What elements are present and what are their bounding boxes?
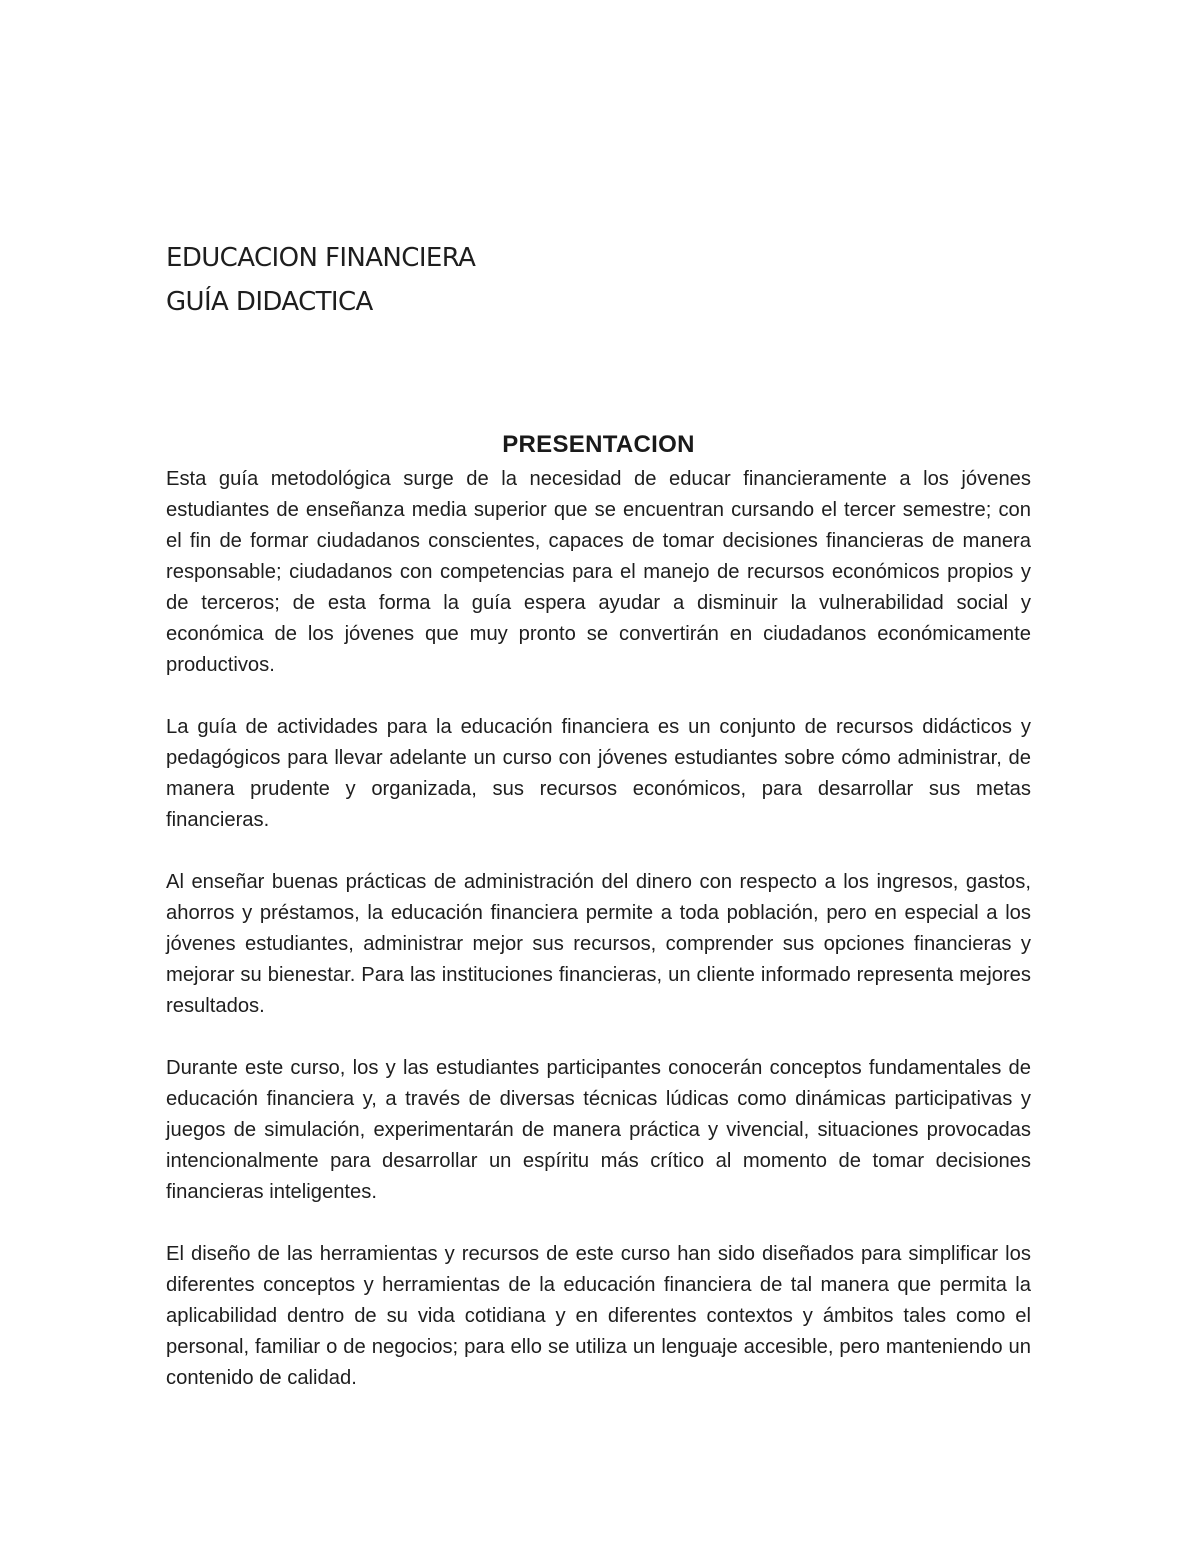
paragraph-3: Al enseñar buenas prácticas de administración del dinero con respecto a los ingresos, gastos, ahorros y préstamos, la educación financiera permite a toda población, pero en especial a los jóvenes estudiantes, administrar mejor sus recursos, comprender sus opciones financieras y mejorar su bienestar. Para las instituciones financieras, un cliente informado representa mejores resultados. [166,871,1031,1017]
document-subtitle: GUÍA DIDACTICA [166,287,373,317]
body-text [166,464,1031,1394]
paragraph-1: Esta guía metodológica surge de la necesidad de educar financieramente a los jóvenes estudiantes de enseñanza media superior que se encuentran cursando el tercer semestre; con el fin de formar ciudadanos conscientes, capaces de tomar decisiones financieras de manera responsable; ciudadanos con competencias para el manejo de recursos económicos propios y de terceros; de esta forma la guía espera ayudar a disminuir la vulnerabilidad social y económica de los jóvenes que muy pronto se convertirán en ciudadanos económicamente productivos. [166,468,1031,676]
paragraph-5: El diseño de las herramientas y recursos de este curso han sido diseñados para simplificar los diferentes conceptos y herramientas de la educación financiera de tal manera que permita la aplicabilidad dentro de su vida cotidiana y en diferentes contextos y ámbitos tales como el personal, familiar o de negocios; para ello se utiliza un lenguaje accesible, pero manteniendo un contenido de calidad. [166,1243,1031,1389]
document-title: EDUCACION FINANCIERA [166,243,476,273]
paragraph-4: Durante este curso, los y las estudiantes participantes conocerán conceptos fundamentales de educación financiera y, a través de diversas técnicas lúdicas como dinámicas participativas y juegos de simulación, experimentarán de manera práctica y vivencial, situaciones provocadas intencionalmente para desarrollar un espíritu más crítico al momento de tomar decisiones financieras inteligentes. [166,1057,1031,1203]
paragraph-2: La guía de actividades para la educación financiera es un conjunto de recursos didácticos y pedagógicos para llevar adelante un curso con jóvenes estudiantes sobre cómo administrar, de manera prudente y organizada, sus recursos económicos, para desarrollar sus metas financieras. [166,716,1031,831]
section-heading-presentacion: PRESENTACION [502,431,695,458]
